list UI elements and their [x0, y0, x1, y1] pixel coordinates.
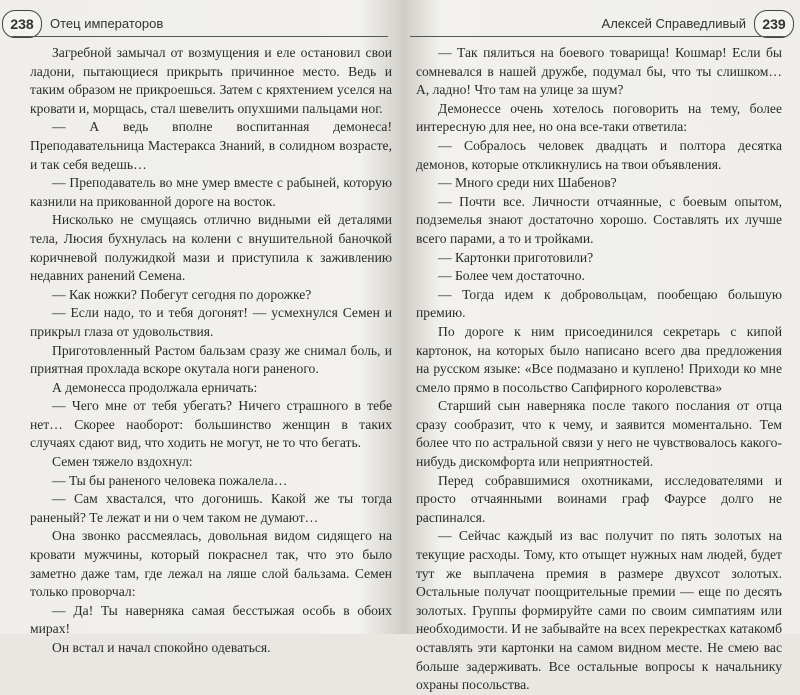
left-page-number: 238: [2, 10, 42, 38]
left-page-body: [30, 44, 392, 658]
paragraph: — Сам хвастался, что догонишь. Какой же ты тогда раненый? Те лежат и ни о чем таком не думают…: [30, 491, 392, 525]
paragraph: Семен тяжело вздохнул:: [52, 454, 193, 470]
paragraph: — Так пялиться на боевого товарища! Кошмар! Если бы сомневался в нашей дружбе, подумал бы, что ты слишком… А, ладно! Что там на улице за шум?: [416, 45, 782, 98]
paragraph: — Ты бы раненого человека пожалела…: [52, 472, 288, 488]
paragraph: — Чего мне от тебя убегать? Ничего страшного в тебе нет… Скорее наоборот: большинство женщин в таких случаях сдают вид, что ходить не могут, не то что бегать.: [30, 398, 392, 451]
right-page-header: [402, 10, 800, 40]
paragraph: А демонесса продолжала ерничать:: [52, 379, 258, 395]
right-page-body: [416, 44, 782, 695]
paragraph: — Много среди них Шабенов?: [438, 175, 617, 191]
left-header-rule: [12, 36, 388, 37]
paragraph: Демонессе очень хотелось поговорить на тему, более интересную для нее, но она все-таки ответила:: [416, 100, 782, 135]
paragraph: — Да! Ты наверняка самая бесстыжая особь в обоих мирах!: [30, 602, 392, 637]
paragraph: — Собралось человек двадцать и полтора десятка демонов, которые откликнулись на твои объявления.: [416, 137, 782, 172]
left-page-header: [0, 10, 398, 40]
paragraph: По дороге к ним присоединился секретарь с кипой картонок, на которых было написано всего два предложения на русском языке: «Все подмазано и куплено! Приходи ко мне смело прямо в посольство Сапфирного королевства»: [416, 323, 782, 395]
left-page: [0, 0, 398, 655]
paragraph: Нисколько не смущаясь отлично видными ей деталями тела, Люсия бухнулась на колени с внушительной баночкой коричневой полужидкой мази и приступила к заживлению недавних ранений Семена.: [30, 212, 392, 284]
right-header-rule: [410, 36, 786, 37]
right-page-number: 239: [754, 10, 794, 38]
left-running-title: Отец императоров: [50, 16, 164, 31]
paragraph: — Картонки приготовили?: [438, 249, 594, 265]
paragraph: — А ведь вполне воспитанная демонеса! Преподавательница Мастеракса Знаний, в солидном возрасте, и так себя ведешь…: [30, 119, 392, 172]
paragraph: — Если надо, то и тебя догонят! — усмехнулся Семен и прикрыл глаза от удовольствия.: [30, 305, 392, 339]
paragraph: — Преподаватель во мне умер вместе с рабыней, которую казнили на прикованной дороге на восток.: [30, 175, 392, 209]
paragraph: Он встал и начал спокойно одеваться.: [52, 640, 271, 655]
right-page: [402, 0, 800, 693]
paragraph: Перед собравшимися охотниками, исследователями и просто отчаянными воинами граф Фаурсе долго не распинался.: [416, 472, 782, 525]
paragraph: — Тогда идем к добровольцам, пообещаю большую премию.: [416, 286, 782, 321]
right-running-title: Алексей Справедливый: [601, 16, 746, 31]
paragraph: — Более чем достаточно.: [438, 268, 585, 284]
paragraph: — Почти все. Личности отчаянные, с боевым опытом, подземелья знают достаточно хорошо. Составлять их лучше всего парами, а то и тройками.: [416, 193, 782, 246]
paragraph: Старший сын наверняка после такого послания от отца сразу сообразит, что к чему, и заявится моментально. Тем более что по астральной связи у него не чувствовалось какого-нибудь дискомфорта или неприятностей.: [416, 398, 782, 470]
paragraph: — Как ножки? Побегут сегодня по дорожке?: [52, 286, 312, 302]
paragraph: — Сейчас каждый из вас получит по пять золотых на текущие расходы. Тому, кто отыщет нужных нам людей, будет тут же выплачена премия в размере двухсот золотых. Остальные получат поощрительные премии — еще по десять золотых. Группы формируйте сами по своим симпатиям или необходимости. И не забывайте на всех перекрестках катакомб оставлять эти картонки на самом видном месте. Не смею вас больше задерживать. Все остальные вопросы к начальнику охраны посольства.: [416, 528, 782, 693]
paragraph: Загребной замычал от возмущения и еле остановил свои ладони, пытающиеся прикрыть причинное место. Ведь и таким образом не прикроешься. Затем с кряхтением уселся на кровати и, морщась, стал шевелить опухшими пальцами ног.: [30, 45, 392, 116]
paragraph: Она звонко рассмеялась, довольная видом сидящего на кровати мужчины, который покраснел так, что это было заметно даже там, где лежал на ляше слой бальзама. Семен только проворчал:: [30, 528, 392, 600]
paragraph: Приготовленный Растом бальзам сразу же снимал боль, и приятная прохлада вскоре окутала ноги раненого.: [30, 342, 392, 377]
